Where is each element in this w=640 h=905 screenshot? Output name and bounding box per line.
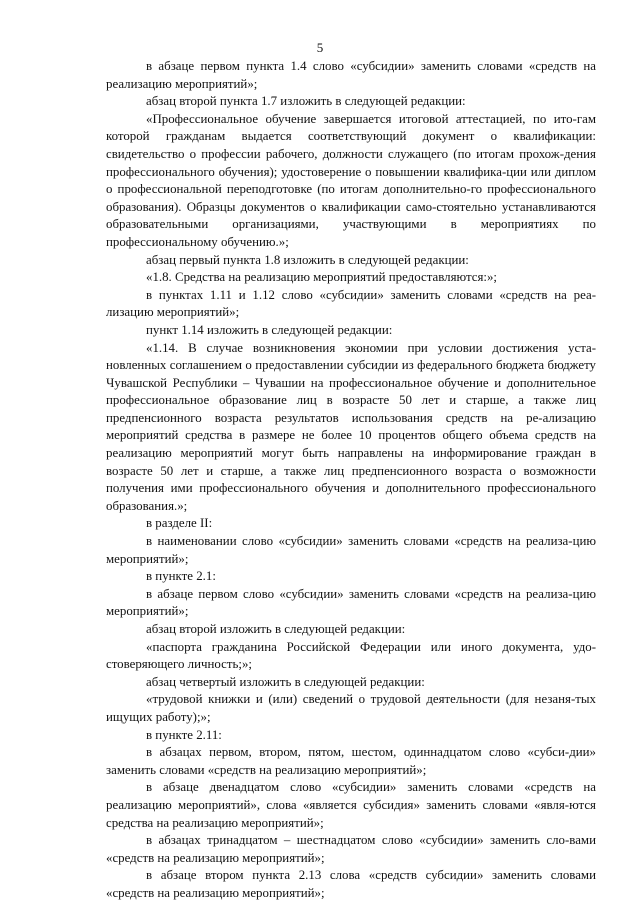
paragraph: «1.8. Средства на реализацию мероприятий предоставляются:»; (146, 270, 498, 285)
paragraph: «паспорта гражданина Российской Федерации или иного документа, удо-стоверяющего личность;»; (106, 639, 596, 672)
paragraph: «1.14. В случае возникновения экономии при условии достижения уста-новленных соглашением о предоставлении субсидии из федерального бюджета бюджету Чувашской Республики – Чувашии на профессиональное обучение и дополнительное профессиональное образование лиц в возрасте 50 лет и старше, а также лиц предпенсионного возраста результатов использования средств на ре-ализацию мероприятий средства в размере не более 10 процентов общего объема средств на реализацию мероприятий могут быть направлены на информирование граждан в возрасте 50 лет и старше, а также лиц предпенсионного возраста о возможности получения ими профессионального обучения и дополнительного профессионального образования.»; (106, 340, 596, 513)
paragraph: абзац четвертый изложить в следующей редакции: (146, 674, 425, 689)
document-body (106, 58, 596, 903)
paragraph: в абзаце первом пункта 1.4 слово «субсидии» заменить словами «средств на реализацию мероприятий»; (106, 59, 596, 91)
paragraph: абзац первый пункта 1.8 изложить в следующей редакции: (146, 252, 469, 267)
page-number: 5 (316, 40, 324, 55)
paragraph: в разделе II: (146, 516, 213, 531)
paragraph: в пунктах 1.11 и 1.12 слово «субсидии» заменить словами «средств на реа-лизацию мероприятий»; (106, 287, 596, 320)
paragraph: «трудовой книжки и (или) сведений о трудовой деятельности (для незаня-тых ищущих работу);»; (106, 692, 596, 724)
paragraph: абзац второй пункта 1.7 изложить в следующей редакции: (146, 94, 466, 109)
paragraph: в пункте 2.11: (146, 727, 222, 742)
paragraph: в абзаце первом слово «субсидии» заменить словами «средств на реализа-цию мероприятий»; (106, 586, 596, 619)
paragraph: в наименовании слово «субсидии» заменить словами «средств на реализа-цию мероприятий»; (106, 534, 596, 566)
paragraph: пункт 1.14 изложить в следующей редакции: (146, 322, 393, 337)
paragraph: в абзацах тринадцатом – шестнадцатом слово «субсидии» заменить сло-вами «средств на реализацию мероприятий»; (106, 833, 596, 865)
paragraph: «Профессиональное обучение завершается итоговой аттестацией, по ито-гам которой гражданам выдается соответствующий документ о квалификации: свидетельство о профессии рабочего, должности служащего (по итогам прохож-дения профессионального обучения); удостоверение о повышении квалифика-ции или диплом о профессиональной переподготовке (по итогам дополнительно-го профессионального образования). Образцы документов о квалификации само-стоятельно устанавливаются образовательными организациями, участвующими в мероприятиях по профессиональному обучению.»; (106, 111, 596, 249)
paragraph: в абзаце двенадцатом слово «субсидии» заменить словами «средств на реализацию мероприятий», слова «является субсидия» заменить словами «явля-ются средства на реализацию мероприятий»; (106, 780, 596, 830)
paragraph: абзац второй изложить в следующей редакции: (146, 622, 406, 636)
paragraph: в пункте 2.1: (146, 569, 216, 584)
paragraph: в абзаце втором пункта 2.13 слова «средств субсидии» заменить словами «средств на реализацию мероприятий»; (106, 868, 596, 900)
paragraph: в абзацах первом, втором, пятом, шестом, одиннадцатом слово «субси-дии» заменить словами «средств на реализацию мероприятий»; (106, 745, 596, 777)
